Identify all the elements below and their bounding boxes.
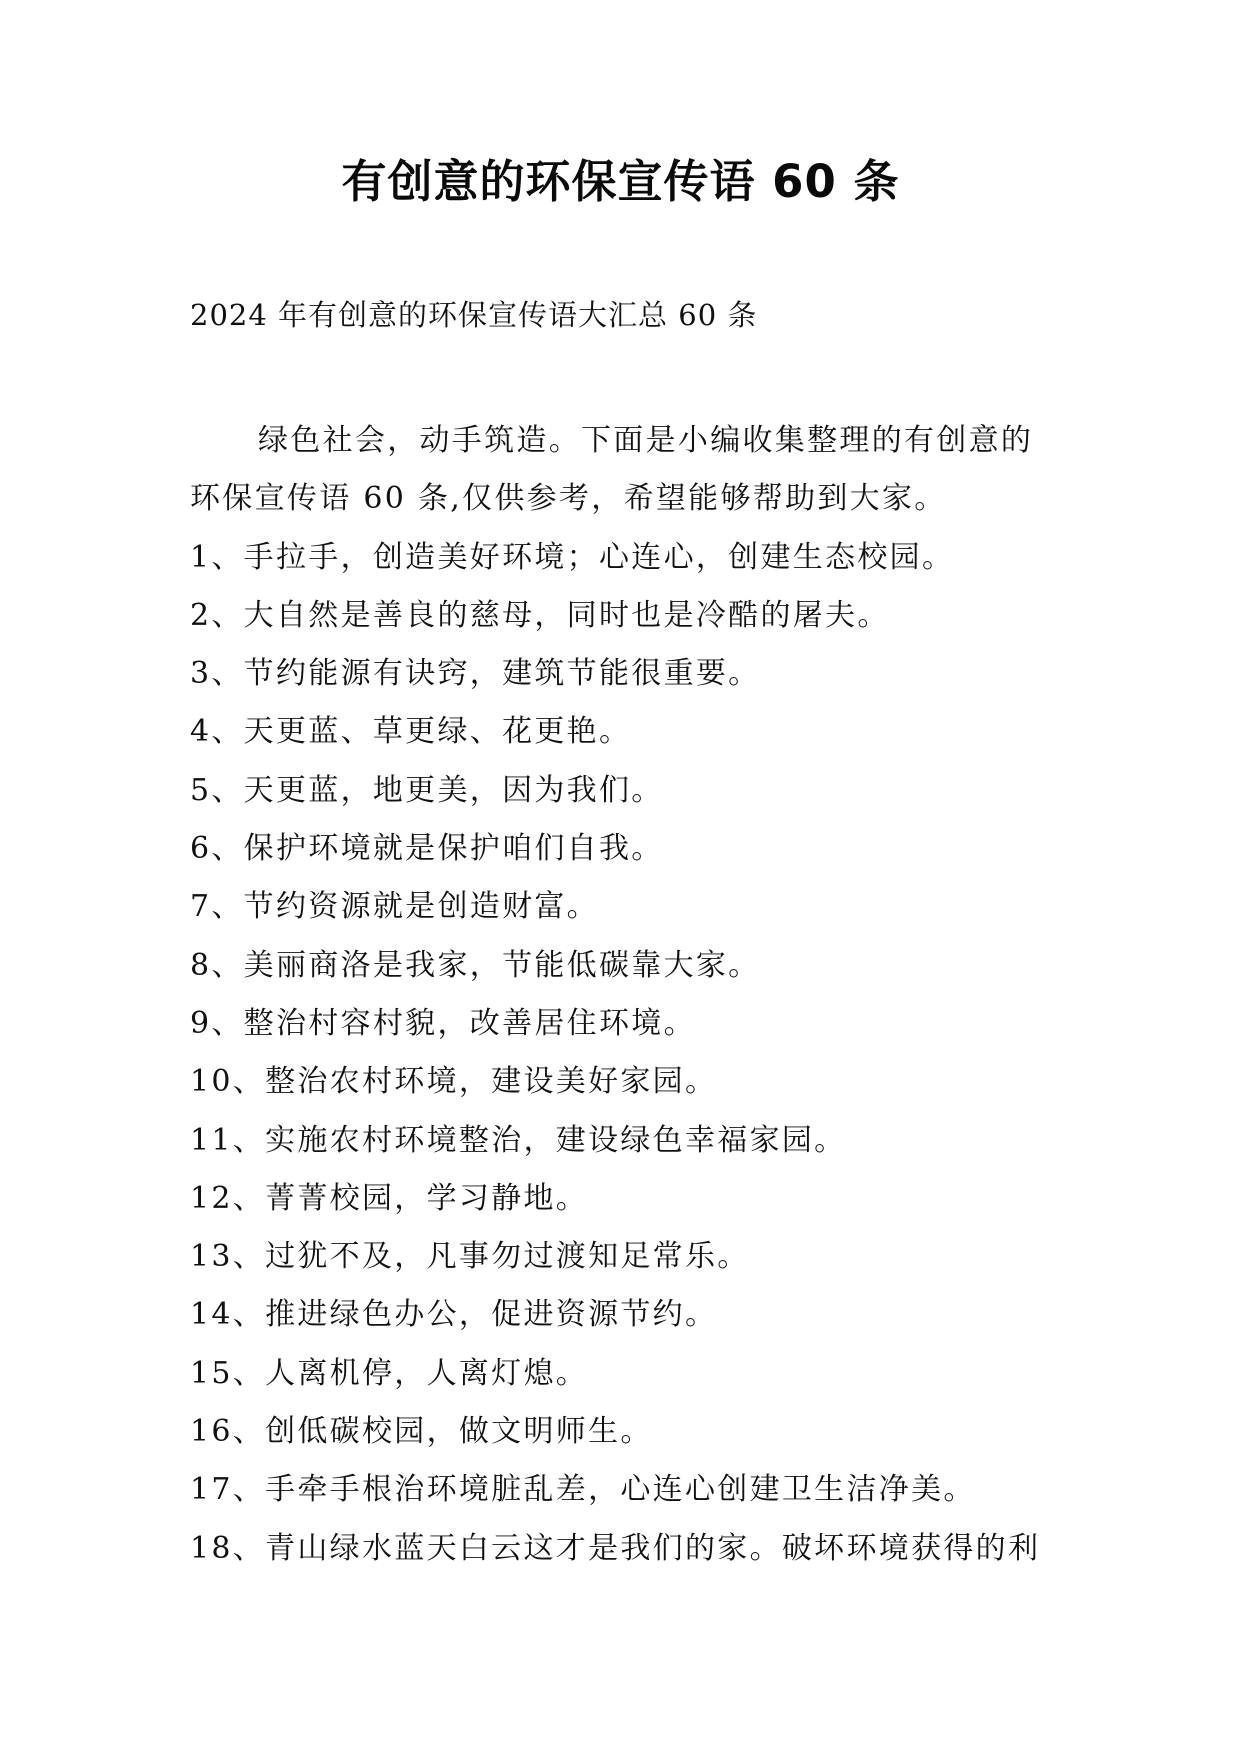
slogan-item: 14、推进绿色办公，促进资源节约。 (190, 1297, 718, 1333)
slogan-item: 18、青山绿水蓝天白云这才是我们的家。破坏环境获得的利 (190, 1530, 1041, 1566)
slogan-item: 8、美丽商洛是我家，节能低碳靠大家。 (190, 947, 761, 983)
document-subtitle: 2024 年有创意的环保宣传语大汇总 60 条 (190, 298, 758, 332)
slogan-item: 11、实施农村环境整治，建设绿色幸福家园。 (190, 1122, 847, 1158)
slogan-item: 9、整治村容村貌，改善居住环境。 (190, 1005, 696, 1041)
slogan-item: 17、手牵手根治环境脏乱差，心连心创建卫生洁净美。 (190, 1472, 976, 1508)
slogan-item: 5、天更蓝，地更美，因为我们。 (190, 772, 664, 808)
slogan-item: 16、创低碳校园，做文明师生。 (190, 1414, 653, 1450)
slogan-item: 3、节约能源有诀窍，建筑节能很重要。 (190, 656, 761, 692)
slogan-list (190, 529, 1056, 1578)
document-body (190, 412, 1056, 1578)
slogan-item: 7、节约资源就是创造财富。 (190, 889, 599, 925)
slogan-item: 4、天更蓝、草更绿、花更艳。 (190, 714, 632, 750)
slogan-item: 1、手拉手，创造美好环境；心连心，创建生态校园。 (190, 539, 955, 575)
slogan-item: 10、整治农村环境，建设美好家园。 (190, 1064, 718, 1100)
slogan-item: 6、保护环境就是保护咱们自我。 (190, 831, 664, 867)
slogan-item: 13、过犹不及，凡事勿过渡知足常乐。 (190, 1239, 750, 1275)
slogan-item: 12、菁菁校园，学习静地。 (190, 1180, 589, 1216)
slogan-item: 15、人离机停，人离灯熄。 (190, 1355, 589, 1391)
intro-paragraph: 绿色社会，动手筑造。下面是小编收集整理的有创意的环保宣传语 60 条,仅供参考，希望能够帮助到大家。 (190, 423, 1034, 517)
slogan-item: 2、大自然是善良的慈母，同时也是冷酷的屠夫。 (190, 597, 890, 633)
document-title: 有创意的环保宣传语 60 条 (341, 155, 900, 208)
